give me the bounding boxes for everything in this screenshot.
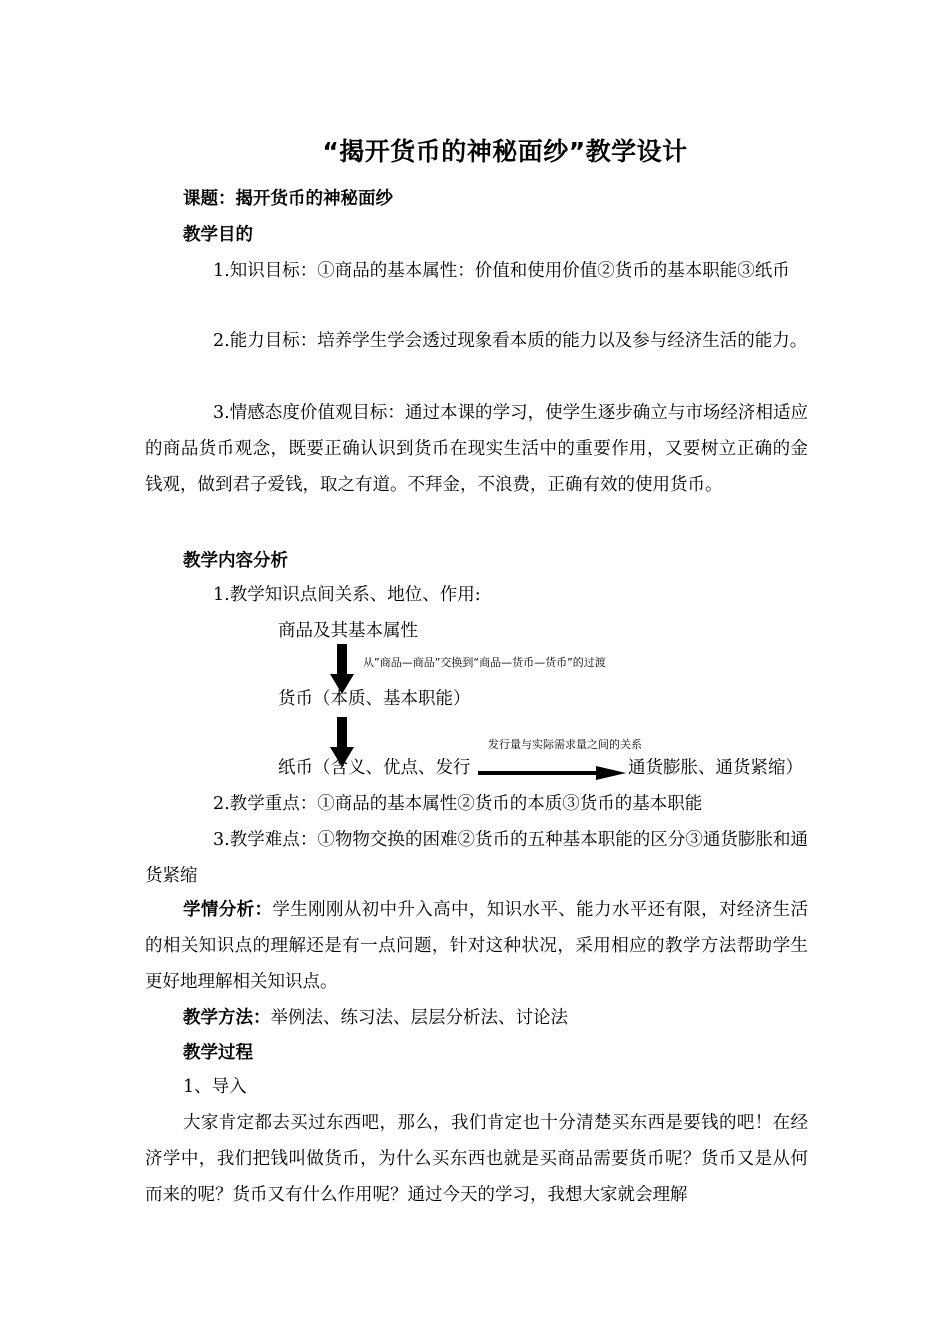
diagram-arrow1-label: 从”商品—商品”交换到“商品—货币—货币”的过渡: [363, 656, 606, 669]
objective-2: 2.能力目标：培养学生学会透过现象看本质的能力以及参与经济生活的能力。: [213, 331, 808, 351]
method-line: [183, 1004, 568, 1029]
learner-label: 学情分析：: [183, 900, 273, 920]
diagram-arrow2-label: 发行量与实际需求量之间的关系: [488, 738, 642, 751]
content-item-2: 2.教学重点：①商品的基本属性②货币的本质③货币的基本职能: [213, 794, 703, 814]
course-line: [183, 185, 393, 210]
document-title: “揭开货币的神秘面纱”教学设计: [322, 137, 688, 166]
content-heading: 教学内容分析: [183, 551, 288, 571]
process-item-1: 1、导入: [183, 1077, 247, 1097]
process-paragraph: 大家肯定都去买过东西吧，那么，我们肯定也十分清楚买东西是要钱的吧！在经济学中，我们把钱叫做货币，为什么买东西也就是买商品需要货币呢？货币又是从何而来的呢？货币又有什么作用呢？通过今天的学习，我想大家就会理解: [145, 1113, 808, 1205]
diagram-node-commodity: 商品及其基本属性: [278, 621, 418, 641]
course-label: 课题：: [183, 189, 236, 209]
diagram-node-currency: 货币（本质、基本职能）: [278, 689, 471, 709]
diagram-node-inflation: 通货膨胀、通货紧缩）: [628, 758, 803, 778]
content-item-1: 1.教学知识点间关系、地位、作用:: [213, 585, 481, 605]
learner-analysis: [145, 892, 808, 1000]
method-label: 教学方法：: [183, 1008, 271, 1028]
objective-3: 3.情感态度价值观目标：通过本课的学习，使学生逐步确立与市场经济相适应的商品货币观念，既要正确认识到货币在现实生活中的重要作用，又要树立正确的金钱观，做到君子爱钱，取之有道。不拜金，不浪费，正确有效的使用货币。: [145, 403, 808, 495]
objectives-heading: 教学目的: [183, 225, 253, 245]
course-value: 揭开货币的神秘面纱: [235, 189, 393, 209]
method-value: 举例法、练习法、层层分析法、讨论法: [270, 1008, 568, 1028]
learner-value: 学生刚刚从初中升入高中，知识水平、能力水平还有限，对经济生活的相关知识点的理解还是有一点问题，针对这种状况，采用相应的教学方法帮助学生更好地理解相关知识点。: [145, 900, 809, 992]
content-item-3: 3.教学难点：①物物交换的困难②货币的五种基本职能的区分③通货膨胀和通货紧缩: [145, 830, 808, 886]
diagram-node-paper-money: 纸币（含义、优点、发行: [278, 758, 471, 778]
objective-1: 1.知识目标：①商品的基本属性：价值和使用价值②货币的基本职能③纸币: [213, 261, 790, 281]
right-arrow-icon: [478, 765, 628, 781]
process-heading: 教学过程: [183, 1043, 253, 1063]
